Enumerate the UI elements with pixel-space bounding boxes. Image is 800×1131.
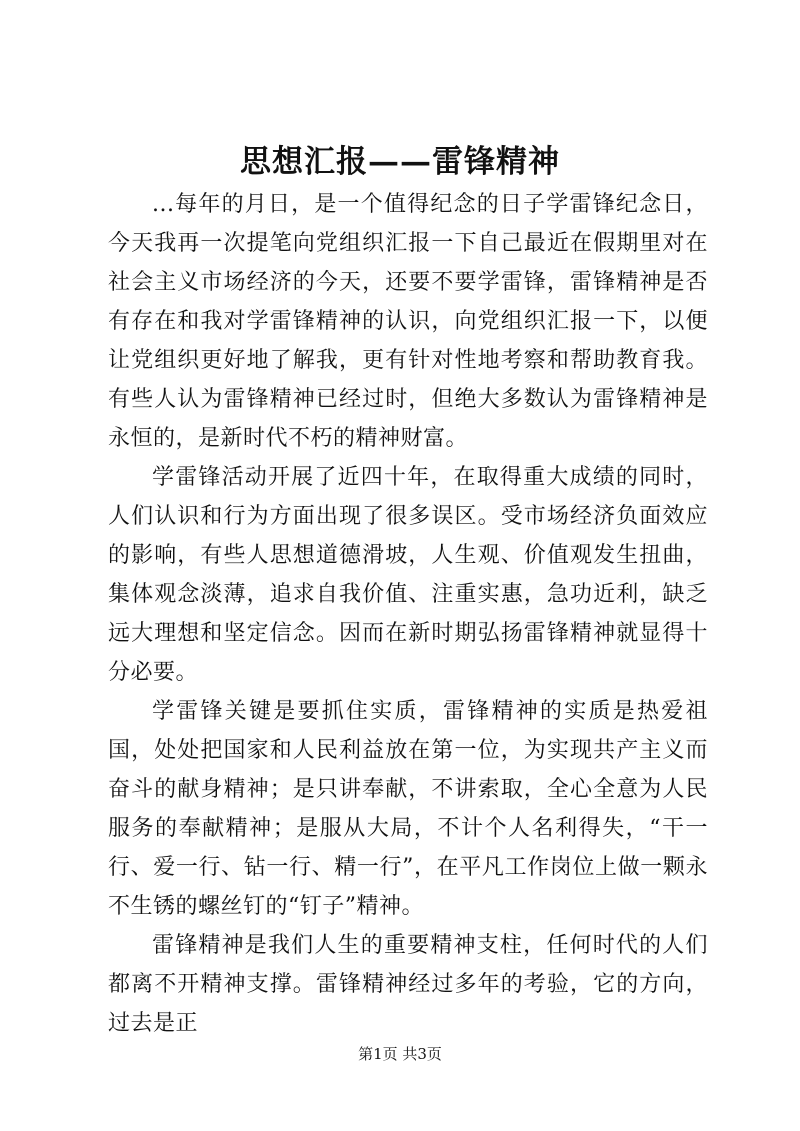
paragraph-2: 学雷锋活动开展了近四十年，在取得重大成绩的同时，人们认识和行为方面出现了很多误区。受市场经济负面效应的影响，有些人思想道德滑坡，人生观、价值观发生扭曲，集体观念淡薄，追求自我价值、注重实惠，急功近利，缺乏远大理想和坚定信念。因而在新时期弘扬雷锋精神就显得十分必要。 — [108, 465, 708, 685]
paragraph-3: 学雷锋关键是要抓住实质，雷锋精神的实质是热爱祖国，处处把国家和人民利益放在第一位，为实现共产主义而奋斗的献身精神；是只讲奉献，不讲索取，全心全意为人民服务的奉献精神；是服从大局，不计个人名利得失，“干一行、爱一行、钻一行、精一行”，在平凡工作岗位上做一颗永不生锈的螺丝钉的“钉子”精神。 — [108, 699, 708, 919]
paragraph-4: 雷锋精神是我们人生的重要精神支柱，任何时代的人们都离不开精神支撑。雷锋精神经过多年的考验，它的方向，过去是正 — [108, 933, 708, 1036]
page-footer: 第1页 共3页 — [358, 1045, 442, 1063]
document-title: 思想汇报——雷锋精神 — [240, 144, 560, 180]
document-body — [108, 185, 708, 1043]
paragraph-1: ...每年的月日，是一个值得纪念的日子学雷锋纪念日，今天我再一次提笔向党组织汇报一下自己最近在假期里对在社会主义市场经济的今天，还要不要学雷锋，雷锋精神是否有存在和我对学雷锋精神的认识，向党组织汇报一下，以便让党组织更好地了解我，更有针对性地考察和帮助教育我。有些人认为雷锋精神已经过时，但绝大多数认为雷锋精神是永恒的，是新时代不朽的精神财富。 — [108, 192, 708, 451]
